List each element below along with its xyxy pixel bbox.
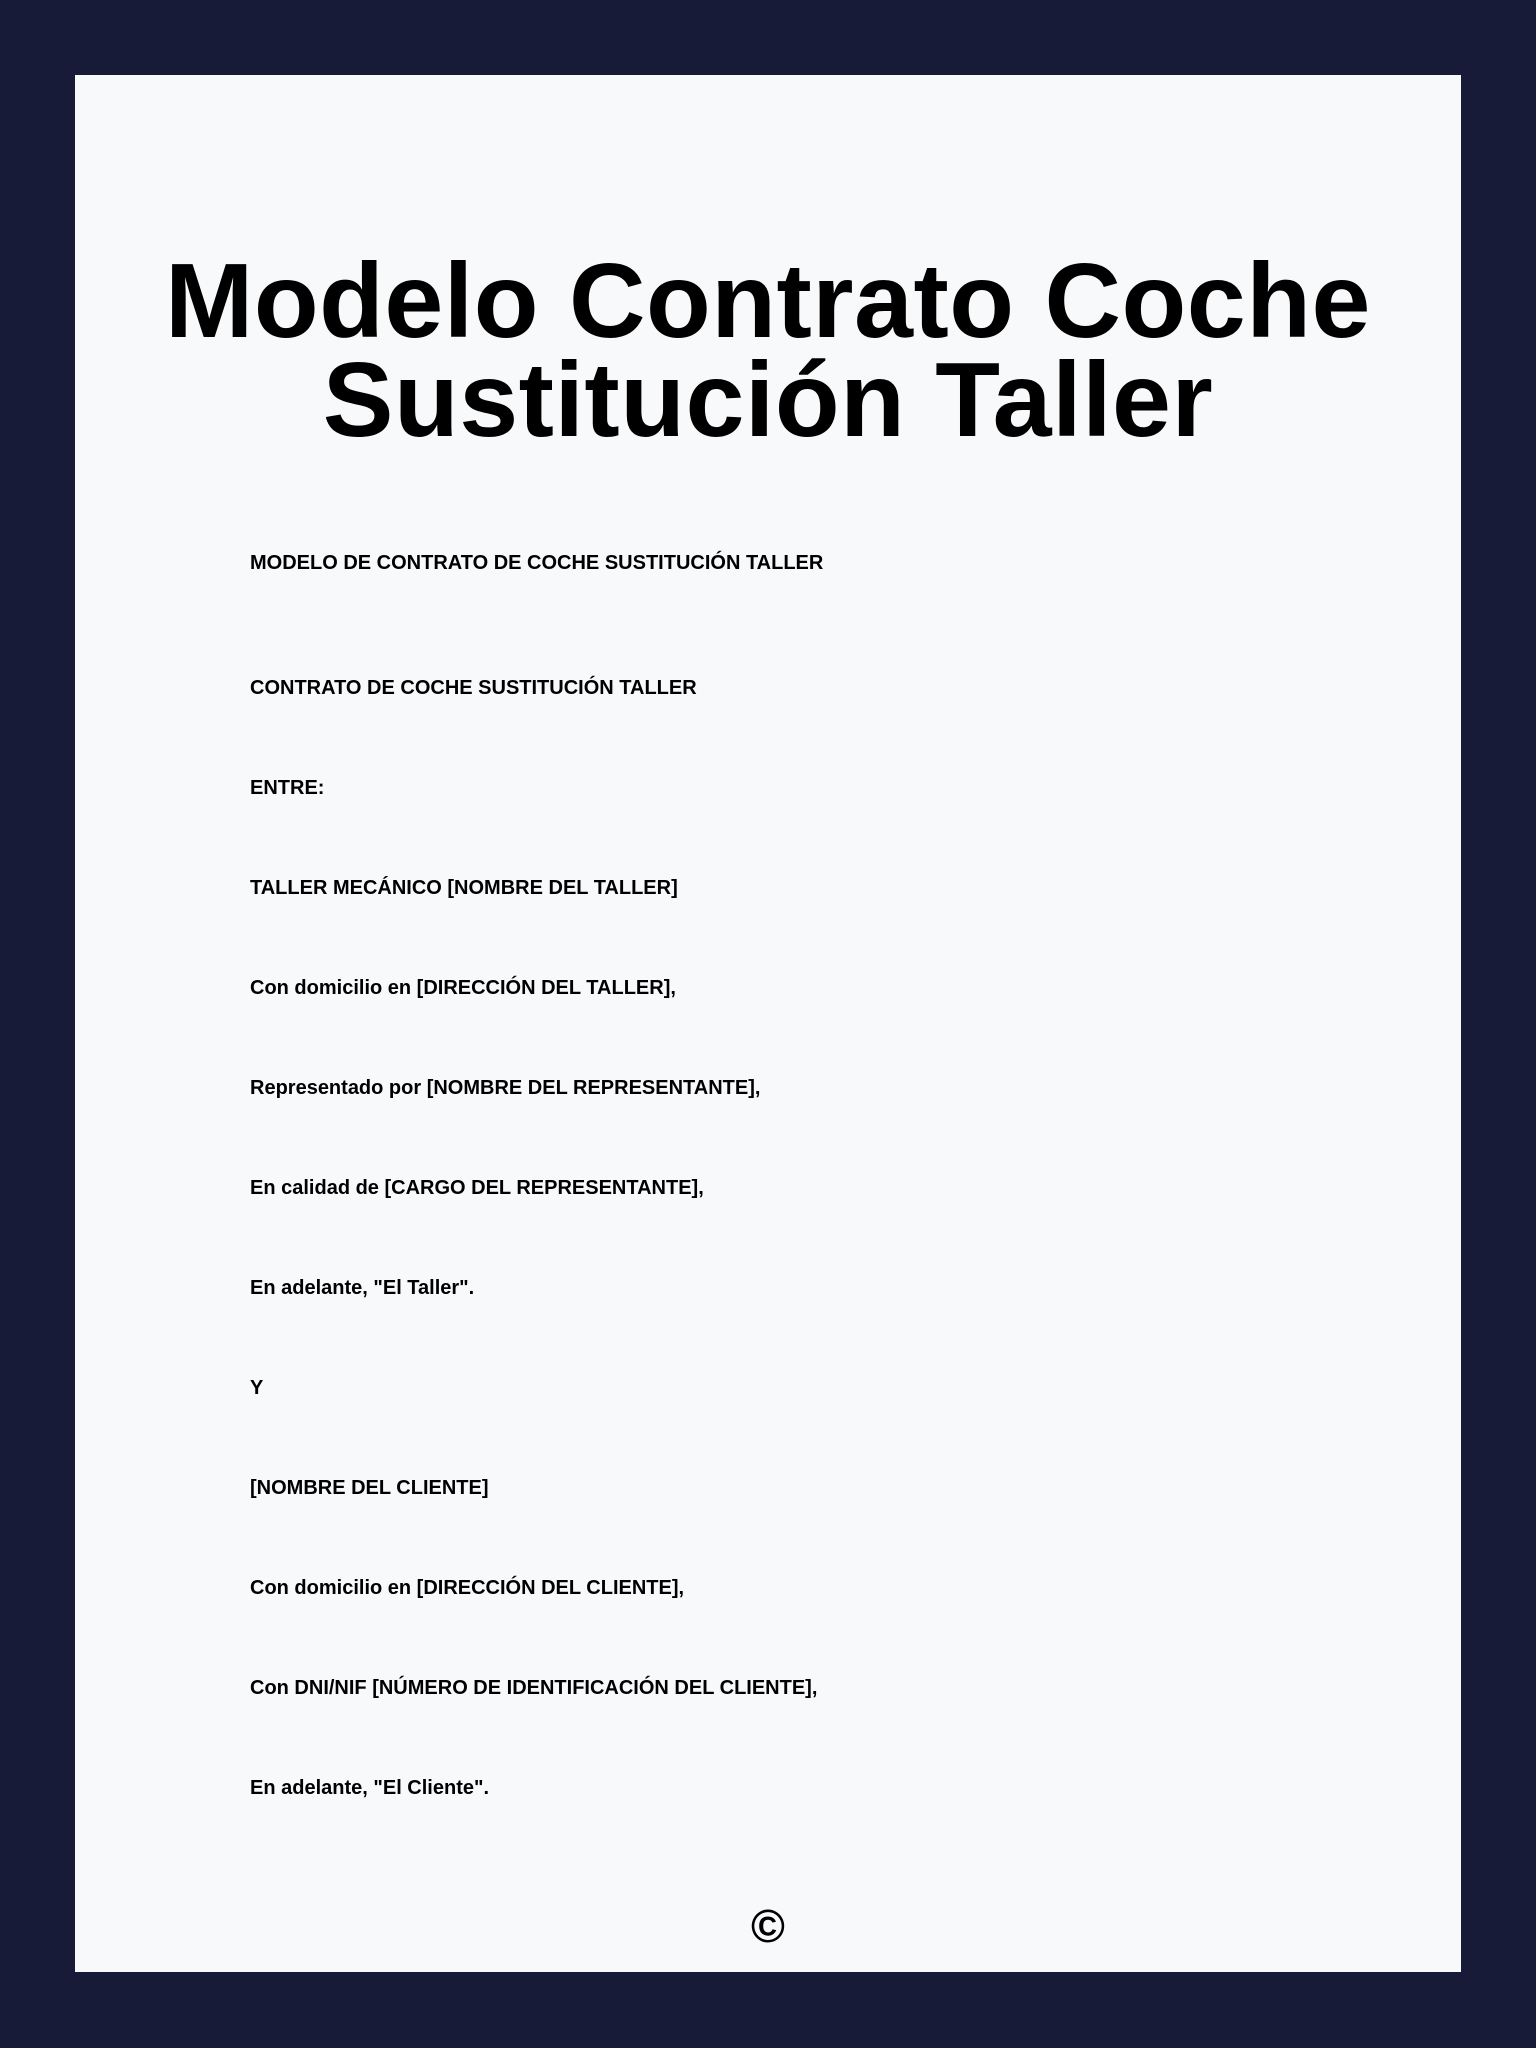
workshop-alias-line: En adelante, "El Taller". (250, 1277, 475, 1299)
heading-model-contract: MODELO DE CONTRATO DE COCHE SUSTITUCIÓN TALLER (250, 552, 824, 574)
representative-position-line: En calidad de [CARGO DEL REPRESENTANTE], (250, 1177, 704, 1199)
copyright-icon: © (751, 1900, 785, 1952)
document-title (75, 242, 1461, 459)
workshop-address-line: Con domicilio en [DIRECCIÓN DEL TALLER], (250, 977, 676, 999)
conjunction-line: Y (250, 1377, 264, 1399)
workshop-representative-line: Representado por [NOMBRE DEL REPRESENTANTE], (250, 1077, 761, 1099)
client-name-line: [NOMBRE DEL CLIENTE] (250, 1477, 489, 1499)
document-page (75, 75, 1461, 1972)
heading-contract: CONTRATO DE COCHE SUSTITUCIÓN TALLER (250, 677, 697, 699)
parties-label: ENTRE: (250, 777, 325, 799)
client-id-line: Con DNI/NIF [NÚMERO DE IDENTIFICACIÓN DEL CLIENTE], (250, 1677, 818, 1699)
document-title-line-1: Modelo Contrato Coche (165, 242, 1371, 360)
document-title-line-2: Sustitución Taller (322, 341, 1214, 459)
client-address-line: Con domicilio en [DIRECCIÓN DEL CLIENTE], (250, 1577, 685, 1599)
client-alias-line: En adelante, "El Cliente". (250, 1777, 490, 1799)
workshop-name-line: TALLER MECÁNICO [NOMBRE DEL TALLER] (250, 877, 678, 899)
